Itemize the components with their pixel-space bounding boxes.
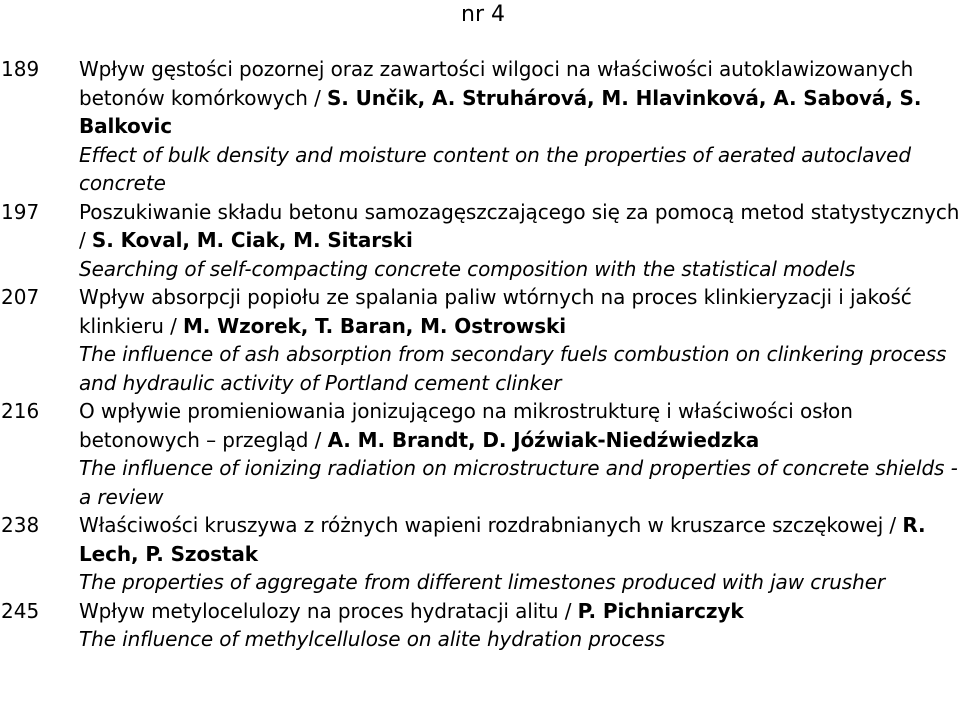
english-title: Searching of self-compacting concrete composition with the statistical models — [79, 256, 856, 281]
authors: M. Wzorek, T. Baran, M. Ostrowski — [182, 313, 566, 338]
english-title: The influence of ash absorption from secondary fuels combustion on clinkering process and hydraulic activity of Portland cement clinker — [79, 342, 947, 395]
page-number: 207 — [1, 285, 40, 309]
entry-body — [79, 597, 960, 654]
table-of-contents — [0, 55, 960, 654]
authors: P. Pichniarczyk — [577, 598, 744, 623]
toc-entry — [0, 397, 960, 511]
polish-title-line — [79, 397, 960, 454]
polish-title: Wpływ metylocelulozy na proces hydratacji alitu / — [79, 598, 578, 623]
issue-number: nr 4 — [461, 2, 505, 27]
page-number: 245 — [1, 598, 40, 623]
polish-title: Wpływ gęstości pozornej oraz zawartości wilgoci na właściwości autoklawizowanych betonów komórkowych / — [79, 57, 914, 110]
entry-body — [79, 198, 960, 284]
entry-body — [79, 55, 960, 198]
toc-entry — [0, 283, 960, 397]
toc-entry — [0, 511, 960, 597]
polish-title: Wpływ absorpcji popiołu ze spalania paliw wtórnych na proces klinkieryzacji i jakość klinkieru / — [79, 285, 912, 338]
english-title: Effect of bulk density and moisture content on the properties of aerated autoclaved concrete — [79, 142, 911, 195]
page-number: 197 — [1, 199, 40, 224]
entry-body — [79, 283, 960, 397]
english-title: The influence of ionizing radiation on microstructure and properties of concrete shields - a review — [79, 456, 958, 509]
english-title: The properties of aggregate from different limestones produced with jaw crusher — [79, 570, 886, 594]
polish-title: O wpływie promieniowania jonizującego na mikrostrukturę i właściwości osłon betonowych – przegląd / — [79, 399, 853, 452]
page-number: 238 — [1, 513, 40, 537]
toc-entry — [0, 55, 960, 198]
toc-entry — [0, 597, 960, 654]
toc-entry — [0, 198, 960, 284]
polish-title-line — [79, 55, 960, 141]
authors: S. Unčik, A. Struhárová, M. Hlavinková, A. Sabová, S. Balkovic — [79, 85, 922, 138]
authors: R. Lech, P. Szostak — [79, 513, 926, 566]
polish-title: Poszukiwanie składu betonu samozagęszczającego się za pomocą metod statystycznych / — [79, 199, 960, 252]
polish-title-line — [79, 198, 960, 255]
page-number: 216 — [1, 399, 40, 423]
polish-title-line — [79, 283, 960, 340]
english-title: The influence of methylcellulose on alite hydration process — [79, 627, 665, 651]
polish-title-line — [79, 597, 960, 626]
polish-title: Właściwości kruszywa z różnych wapieni rozdrabnianych w kruszarce szczękowej / — [79, 513, 903, 537]
page-number: 189 — [1, 57, 40, 81]
authors: S. Koval, M. Ciak, M. Sitarski — [91, 228, 413, 252]
entry-body — [79, 397, 960, 511]
polish-title-line — [79, 511, 960, 568]
entry-body — [79, 511, 960, 597]
authors: A. M. Brandt, D. Jóźwiak-Niedźwiedzka — [327, 427, 760, 452]
